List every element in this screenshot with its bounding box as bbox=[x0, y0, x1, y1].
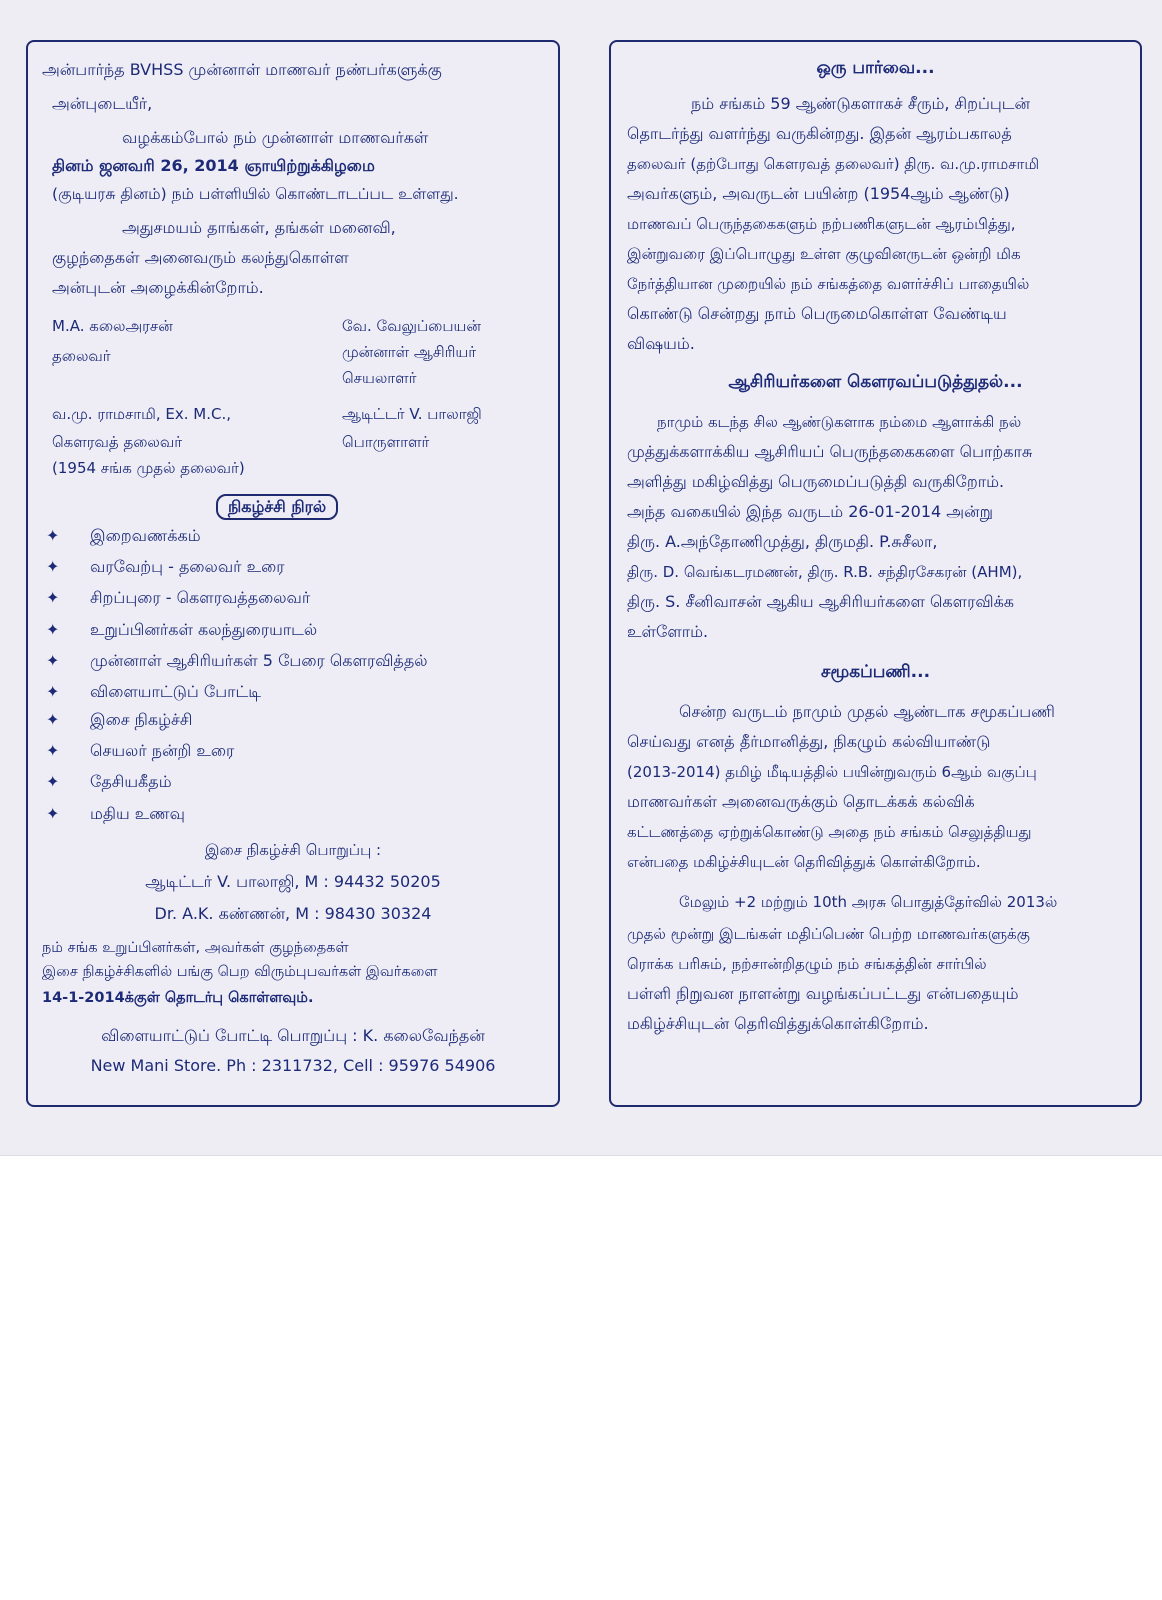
awards-line: மகிழ்ச்சியுடன் தெரிவித்துக்கொள்கிறோம். bbox=[627, 1014, 929, 1033]
invitation-panel bbox=[26, 40, 560, 1107]
teachers-line: அளித்து மகிழ்வித்து பெருமைப்படுத்தி வருகிறோம். bbox=[627, 472, 1005, 491]
social-line: சென்ற வருடம் நாமும் முதல் ஆண்டாக சமூகப்பணி bbox=[679, 702, 1055, 721]
awards-line: மேலும் +2 மற்றும் 10th அரசு பொதுத்தேர்வில் 2013ல் bbox=[679, 893, 1058, 911]
teachers-line: திரு. D. வெங்கடரமணன், திரு. R.B. சந்திரசேகரன் (AHM), bbox=[627, 563, 1023, 581]
programme-item: வரவேற்பு - தலைவர் உரை bbox=[90, 557, 285, 576]
social-line: கட்டணத்தை ஏற்றுக்கொண்டு அதை நம் சங்கம் செலுத்தியது bbox=[627, 823, 1032, 841]
salutation: அன்புடையீர், bbox=[52, 94, 153, 113]
hon-president-role: கௌரவத் தலைவர் bbox=[52, 433, 183, 451]
teachers-line: திரு. A.அந்தோணிமுத்து, திருமதி. P.சுசீலா, bbox=[627, 532, 938, 551]
treasurer-name: ஆடிட்டர் V. பாலாஜி bbox=[342, 405, 482, 423]
heading-social-service: சமூகப்பணி... bbox=[820, 662, 931, 682]
contact-balaji: ஆடிட்டர் V. பாலாஜி, M : 94432 50205 bbox=[145, 872, 441, 891]
programme-item: உறுப்பினர்கள் கலந்துரையாடல் bbox=[90, 620, 318, 639]
bullet-star-icon: ✦ bbox=[46, 772, 60, 791]
programme-item: முன்னாள் ஆசிரியர்கள் 5 பேரை கௌரவித்தல் bbox=[90, 651, 428, 670]
programme-item: செயலர் நன்றி உரை bbox=[90, 741, 235, 760]
invite-line-6: அன்புடன் அழைக்கின்றோம். bbox=[52, 278, 264, 297]
social-line: என்பதை மகிழ்ச்சியுடன் தெரிவித்துக் கொள்கிறோம். bbox=[627, 853, 981, 871]
overview-line: மாணவப் பெருந்தகைகளும் நற்பணிகளுடன் ஆரம்பித்து, bbox=[627, 215, 1016, 233]
bullet-star-icon: ✦ bbox=[46, 620, 60, 639]
hon-president-note: (1954 சங்க முதல் தலைவர்) bbox=[52, 459, 245, 477]
bullet-star-icon: ✦ bbox=[46, 651, 60, 670]
programme-item: விளையாட்டுப் போட்டி bbox=[90, 682, 261, 701]
teachers-line: அந்த வகையில் இந்த வருடம் 26-01-2014 அன்று bbox=[627, 502, 993, 521]
programme-item: சிறப்புரை - கௌரவத்தலைவர் bbox=[90, 588, 311, 607]
invite-line-2: தினம் ஜனவரி 26, 2014 ஞாயிற்றுக்கிழமை bbox=[52, 156, 375, 175]
heading-teachers: ஆசிரியர்களை கௌரவப்படுத்துதல்... bbox=[728, 372, 1023, 392]
awards-line: ரொக்க பரிசும், நற்சான்றிதழும் நம் சங்கத்தின் சார்பில் bbox=[627, 955, 987, 973]
overview-line: அவர்களும், அவருடன் பயின்ற (1954ஆம் ஆண்டு) bbox=[627, 184, 1010, 203]
programme-item: தேசியகீதம் bbox=[90, 772, 172, 791]
sports-in-charge: விளையாட்டுப் போட்டி பொறுப்பு : K. கலைவேந்தன் bbox=[101, 1026, 485, 1045]
president-role: தலைவர் bbox=[52, 347, 111, 365]
members-note-3: 14-1-2014க்குள் தொடர்பு கொள்ளவும். bbox=[42, 990, 314, 1006]
social-line: (2013-2014) தமிழ் மீடியத்தில் பயின்றுவரும் 6ஆம் வகுப்பு bbox=[627, 763, 1037, 781]
bullet-star-icon: ✦ bbox=[46, 526, 60, 545]
bullet-star-icon: ✦ bbox=[46, 588, 60, 607]
members-note-2: இசை நிகழ்ச்சிகளில் பங்கு பெற விரும்புபவர்கள் இவர்களை bbox=[42, 964, 438, 980]
overview-line: நம் சங்கம் 59 ஆண்டுகளாகச் சீரும், சிறப்புடன் bbox=[691, 94, 1031, 113]
overview-line: நேர்த்தியான முறையில் நம் சங்கத்தை வளர்ச்சிப் பாதையில் bbox=[627, 275, 1030, 293]
secretary-role-1: முன்னாள் ஆசிரியர் bbox=[342, 343, 477, 361]
bullet-star-icon: ✦ bbox=[46, 682, 60, 701]
social-line: செய்வது எனத் தீர்மானித்து, நிகழும் கல்வியாண்டு bbox=[627, 732, 991, 751]
treasurer-role: பொருளாளர் bbox=[342, 433, 430, 451]
bullet-star-icon: ✦ bbox=[46, 710, 60, 729]
president-name: M.A. கலைஅரசன் bbox=[52, 317, 173, 335]
store-contact: New Mani Store. Ph : 2311732, Cell : 95976 54906 bbox=[90, 1056, 496, 1075]
invite-line-1: வழக்கம்போல் நம் முன்னாள் மாணவர்கள் bbox=[122, 128, 429, 147]
invite-line-4: அதுசமயம் தாங்கள், தங்கள் மனைவி, bbox=[122, 218, 396, 237]
secretary-name: வே. வேலுப்பையன் bbox=[342, 317, 481, 335]
music-in-charge: இசை நிகழ்ச்சி பொறுப்பு : bbox=[204, 841, 382, 859]
social-line: மாணவர்கள் அனைவருக்கும் தொடக்கக் கல்விக் bbox=[627, 792, 975, 811]
awards-line: பள்ளி நிறுவன நாளன்று வழங்கப்பட்டது என்பதையும் bbox=[627, 984, 1019, 1003]
invite-line-5: குழந்தைகள் அனைவரும் கலந்துகொள்ள bbox=[52, 248, 349, 267]
programme-title: நிகழ்ச்சி நிரல் bbox=[216, 494, 338, 520]
invite-line-3: (குடியரசு தினம்) நம் பள்ளியில் கொண்டாடப்பட உள்ளது. bbox=[52, 185, 459, 203]
bullet-star-icon: ✦ bbox=[46, 557, 60, 576]
newsletter-panel bbox=[609, 40, 1142, 1107]
teachers-line: உள்ளோம். bbox=[627, 622, 709, 641]
overview-line: கொண்டு சென்றது நாம் பெருமைகொள்ள வேண்டிய bbox=[627, 304, 1007, 323]
overview-line: தலைவர் (தற்போது கௌரவத் தலைவர்) திரு. வ.மு.ராமசாமி bbox=[627, 155, 1040, 173]
bullet-star-icon: ✦ bbox=[46, 804, 60, 823]
hon-president-name: வ.மு. ராமசாமி, Ex. M.C., bbox=[52, 405, 232, 423]
teachers-line: நாமும் கடந்த சில ஆண்டுகளாக நம்மை ஆளாக்கி நல் bbox=[657, 413, 1022, 431]
overview-line: தொடர்ந்து வளர்ந்து வருகின்றது. இதன் ஆரம்பகாலத் bbox=[627, 124, 1012, 143]
members-note-1: நம் சங்க உறுப்பினர்கள், அவர்கள் குழந்தைகள் bbox=[42, 940, 349, 956]
bullet-star-icon: ✦ bbox=[46, 741, 60, 760]
programme-item: இசை நிகழ்ச்சி bbox=[90, 710, 193, 729]
teachers-line: முத்துக்களாக்கிய ஆசிரியப் பெருந்தகைகளை பொற்காசு bbox=[627, 442, 1033, 461]
programme-item: இறைவணக்கம் bbox=[90, 526, 201, 545]
awards-line: முதல் மூன்று இடங்கள் மதிப்பெண் பெற்ற மாணவர்களுக்கு bbox=[627, 925, 1030, 943]
overview-line: விஷயம். bbox=[627, 334, 695, 353]
secretary-role-2: செயலாளர் bbox=[342, 369, 417, 387]
greeting: அன்பார்ந்த BVHSS முன்னாள் மாணவர் நண்பர்களுக்கு bbox=[42, 60, 442, 79]
overview-line: இன்றுவரை இப்பொழுது உள்ள குழுவினருடன் ஒன்றி மிக bbox=[627, 245, 1021, 263]
programme-item: மதிய உணவு bbox=[90, 804, 185, 823]
teachers-line: திரு. S. சீனிவாசன் ஆகிய ஆசிரியர்களை கௌரவிக்க bbox=[627, 592, 1015, 611]
contact-kannan: Dr. A.K. கண்ணன், M : 98430 30324 bbox=[154, 904, 432, 923]
heading-overview: ஒரு பார்வை... bbox=[816, 58, 935, 78]
